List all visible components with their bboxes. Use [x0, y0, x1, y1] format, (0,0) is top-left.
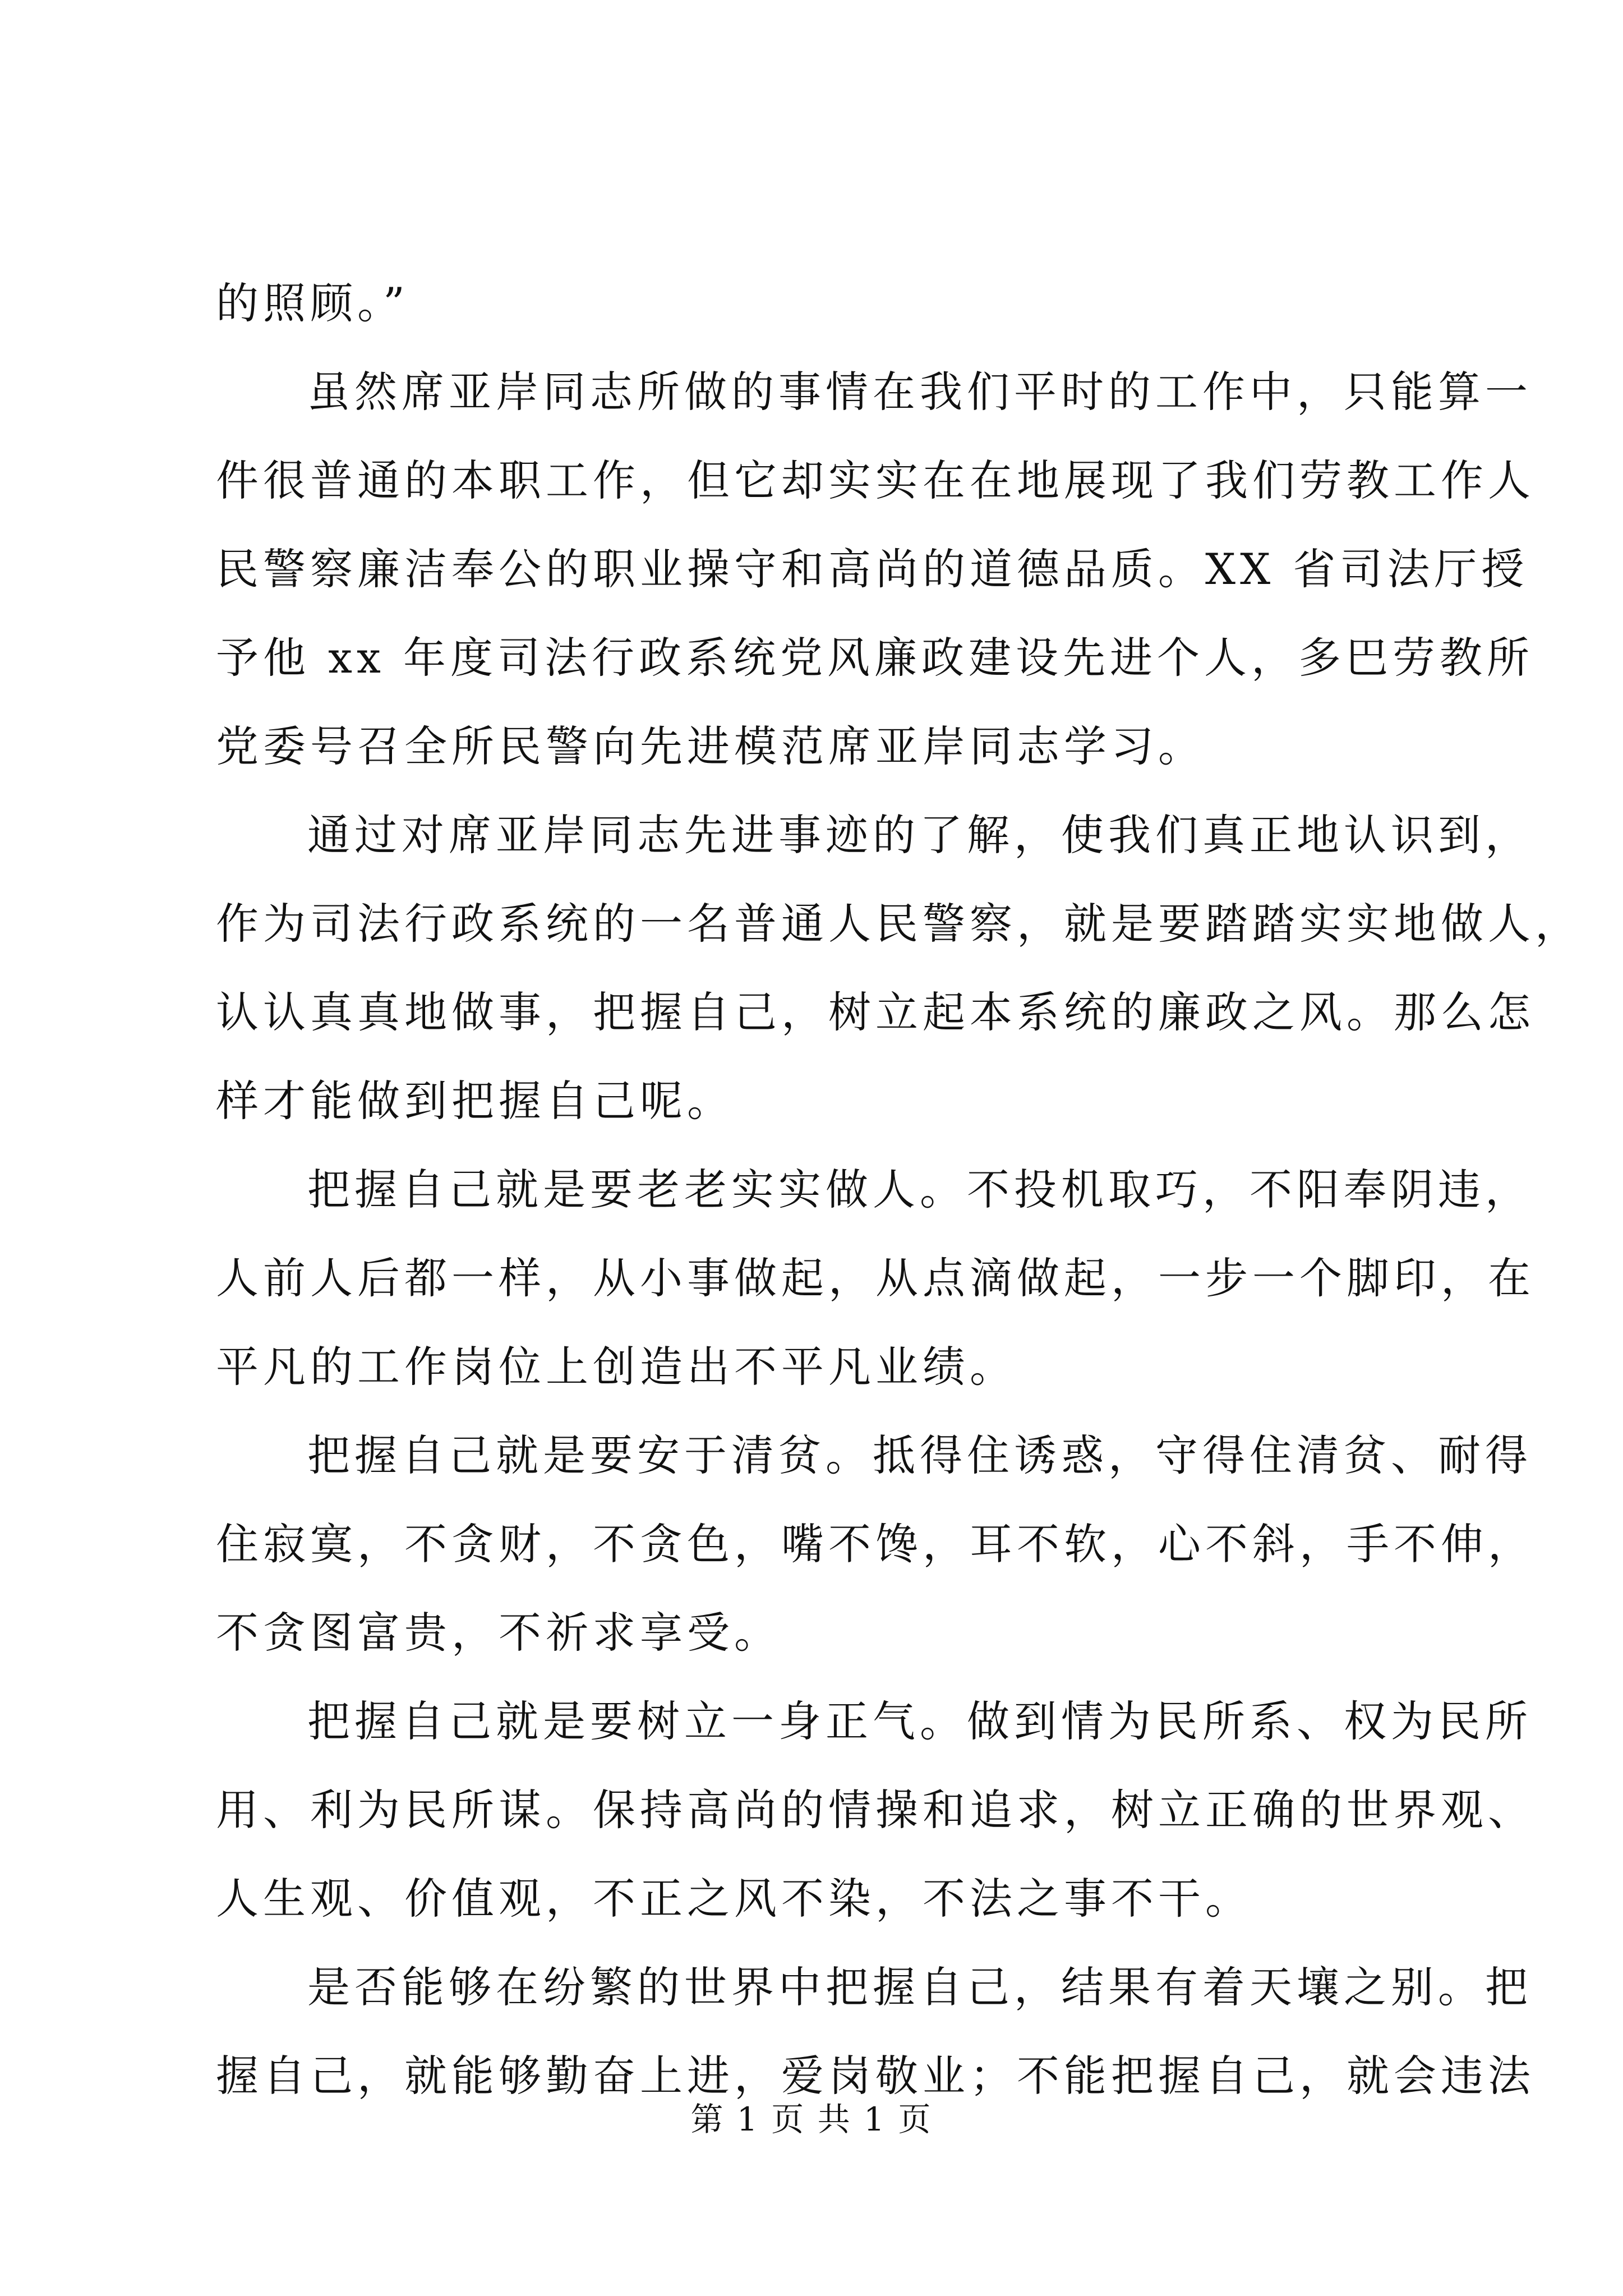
body-text	[216, 259, 1582, 2120]
text-line: 人生观、价值观，不正之风不染，不法之事不干。	[216, 1874, 1252, 1924]
text-line: 握自己，就能够勤奋上进，爱岗敬业；不能把握自己，就会违法	[216, 2051, 1535, 2101]
text-line: 认认真真地做事，把握自己，树立起本系统的廉政之风。那么怎	[216, 987, 1535, 1037]
text-line: 通过对席亚岸同志先进事迹的了解，使我们真正地认识到，	[307, 810, 1532, 860]
text-line: 把握自己就是要树立一身正气。做到情为民所系、权为民所	[307, 1696, 1532, 1746]
page-footer: 第 1 页 共 1 页	[690, 2100, 933, 2138]
text-line: 是否能够在纷繁的世界中把握自己，结果有着天壤之别。把	[307, 1962, 1532, 2012]
text-line: 作为司法行政系统的一名普通人民警察，就是要踏踏实实地做人，	[216, 899, 1582, 949]
text-line: 人前人后都一样，从小事做起，从点滴做起，一步一个脚印，在	[216, 1253, 1535, 1303]
text-line: 把握自己就是要安于清贫。抵得住诱惑，守得住清贫、耐得	[307, 1430, 1532, 1480]
text-line: 把握自己就是要老老实实做人。不投机取巧，不阳奉阴违，	[307, 1165, 1532, 1214]
text-line: 样才能做到把握自己呢。	[216, 1076, 734, 1126]
text-line: 不贪图富贵，不祈求享受。	[216, 1608, 781, 1658]
text-line: 民警察廉洁奉公的职业操守和高尚的道德品质。XX 省司法厅授	[216, 544, 1529, 594]
text-line: 党委号召全所民警向先进模范席亚岸同志学习。	[216, 721, 1205, 771]
text-line: 虽然席亚岸同志所做的事情在我们平时的工作中，只能算一	[307, 367, 1532, 417]
text-line: 用、利为民所谋。保持高尚的情操和追求，树立正确的世界观、	[216, 1785, 1535, 1835]
text-line: 件很普通的本职工作，但它却实实在在地展现了我们劳教工作人	[216, 455, 1535, 505]
text-line: 予他 xx 年度司法行政系统党风廉政建设先进个人，多巴劳教所	[216, 633, 1534, 683]
text-line: 住寂寞，不贪财，不贪色，嘴不馋，耳不软，心不斜，手不伸，	[216, 1519, 1535, 1569]
text-line: 的照顾。”	[216, 278, 409, 328]
text-line: 平凡的工作岗位上创造出不平凡业绩。	[216, 1342, 1017, 1392]
